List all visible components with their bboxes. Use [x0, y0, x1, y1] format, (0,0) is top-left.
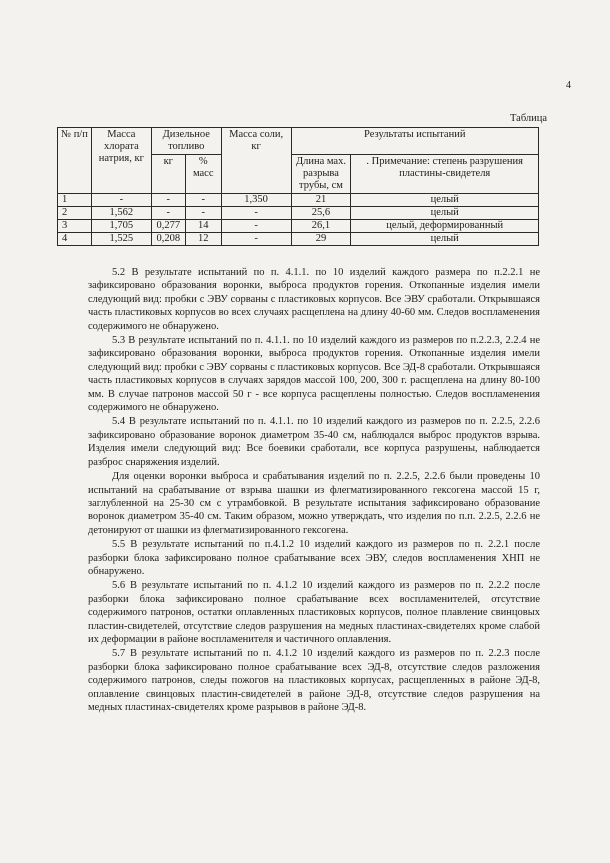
header-diesel-pct: % масс	[185, 155, 221, 194]
cell-note: целый, деформированный	[351, 220, 539, 233]
cell-diesel-pct: -	[185, 194, 221, 207]
cell-length: 25,6	[291, 207, 351, 220]
paragraph-5-7: 5.7 В результате испытаний по п. 4.1.2 10 изделий каждого из размеров по п. 2.2.3 после разборки блока зафиксировано полное срабатывание всех ЭД-8, отсутствие следов разложения содержимого патронов, следы пожогов на пластиковых корпусах, расщепленных в районе ЭД-8, оплавление свинцовых пластин-свидетелей в районе ЭД-8, отсутствие следов разрушения на медных пластинах-свидетелях кроме разрывов в районе ЭД-8.	[88, 648, 540, 713]
body-text	[88, 266, 540, 714]
cell-chlorate: 1,705	[91, 220, 151, 233]
cell-num: 2	[58, 207, 92, 220]
cell-length: 26,1	[291, 220, 351, 233]
cell-diesel-kg: 0,277	[151, 220, 185, 233]
paragraph-5-3: 5.3 В результате испытаний по п. 4.1.1. по 10 изделий каждого из размеров по п.2.2.3, 2.2.4 не зафиксировано образования воронки, выброса продуктов горения. Откопанные изделия имели следующий вид: пробки с ЭВУ сорваны с пластиковых корпусов. Все ЭД-8 сработали. Открывшаяся часть пластиковых корпусов в случаях зарядов массой 100, 200, 300 г. расщеплена на длину 80-100 мм. В случае патронов массой 50 г - все корпуса расщеплены полностью. Следов воспламенения содержимого не обнаружено.	[88, 335, 540, 414]
cell-diesel-pct: 14	[185, 220, 221, 233]
cell-note: целый	[351, 233, 539, 246]
header-length: Длина мах. разрыва трубы, см	[291, 155, 351, 194]
cell-num: 4	[58, 233, 92, 246]
cell-num: 1	[58, 194, 92, 207]
table-row	[58, 207, 539, 220]
table-header-row	[58, 128, 539, 155]
cell-diesel-kg: 0,208	[151, 233, 185, 246]
cell-diesel-pct: -	[185, 207, 221, 220]
header-chlorate: Масса хлората натрия, кг	[91, 128, 151, 194]
paragraph-5-2: 5.2 В результате испытаний по п. 4.1.1. по 10 изделий каждого размера по п.2.2.1 не зафиксировано образования воронки, выброса продуктов горения. Откопанные изделия имели следующий вид: пробки с ЭВУ сорваны с пластиковых корпусов. Все ЭВУ сработали. Открывшаяся часть пластиковых корпусов во всех случаях расщеплена на длину 40-60 мм. Следов воспламенения содержимого не обнаружено.	[88, 267, 540, 332]
header-diesel-kg: кг	[151, 155, 185, 194]
cell-diesel-pct: 12	[185, 233, 221, 246]
paragraph-5-6: 5.6 В результате испытаний по п. 4.1.2 10 изделий каждого из размеров по п. 2.2.2 после разборки блока зафиксировано полное срабатывание всех воспламенителей, отсутствие содержимого патронов, остатки оплавленных пластиковых корпусов, полное плавление свинцовых пластин-свидетелей, отсутствие следов разрушения на медных пластинах-свидетелях кроме слабой их деформации в районе воспламенителя и частичного оплавления.	[88, 580, 540, 645]
header-salt: Масса соли, кг	[221, 128, 291, 194]
cell-chlorate: 1,562	[91, 207, 151, 220]
header-note: . Примечание: степень разрушения пластины-свидетеля	[351, 155, 539, 194]
cell-chlorate: -	[91, 194, 151, 207]
table-caption: Таблица	[510, 113, 548, 124]
table-row	[58, 233, 539, 246]
paragraph-5-5: 5.5 В результате испытаний по п.4.1.2 10 изделий каждого из размеров по п. 2.2.1 после разборки блока зафиксировано полное срабатывание всех ЭВУ, следов воспламенения ХНП не обнаружено.	[88, 539, 540, 577]
cell-salt: -	[221, 220, 291, 233]
paragraph-5-4: 5.4 В результате испытаний по п. 4.1.1. по 10 изделий каждого из размеров по п. 2.2.5, 2.2.6 зафиксировано образование воронок диаметром 35-40 см, наблюдался выброс продуктов взрыва. Изделия имели следующий вид: Все боевики сработали, все корпуса разрушены, наблюдается разброс снаряжения изделий.	[88, 416, 540, 468]
cell-note: целый	[351, 194, 539, 207]
results-table	[57, 127, 539, 246]
cell-salt: -	[221, 233, 291, 246]
cell-note: целый	[351, 207, 539, 220]
cell-diesel-kg: -	[151, 207, 185, 220]
header-diesel: Дизельное топливо	[151, 128, 221, 155]
cell-chlorate: 1,525	[91, 233, 151, 246]
table-row	[58, 220, 539, 233]
paragraph-crater-assessment: Для оценки воронки выброса и срабатывания изделий по п. 2.2.5, 2.2.6 были проведены 10 испытаний на срабатывание от взрыва шашки из флегматизированного гексогена массой 15 г, заглубленной на 25-30 см с утрамбовкой. В результате испытания зафиксировано образование воронок диаметром 35-40 см. Таким образом, можно утверждать, что изделия по п.п. 2.2.5, 2.2.6 не детонируют от шашки из флегматизированного гексогена.	[88, 471, 540, 536]
cell-length: 21	[291, 194, 351, 207]
cell-length: 29	[291, 233, 351, 246]
cell-salt: -	[221, 207, 291, 220]
cell-salt: 1,350	[221, 194, 291, 207]
cell-diesel-kg: -	[151, 194, 185, 207]
page-number: 4	[566, 80, 571, 91]
header-results: Результаты испытаний	[291, 128, 538, 155]
header-num: № п/п	[58, 128, 92, 194]
table-row	[58, 194, 539, 207]
cell-num: 3	[58, 220, 92, 233]
